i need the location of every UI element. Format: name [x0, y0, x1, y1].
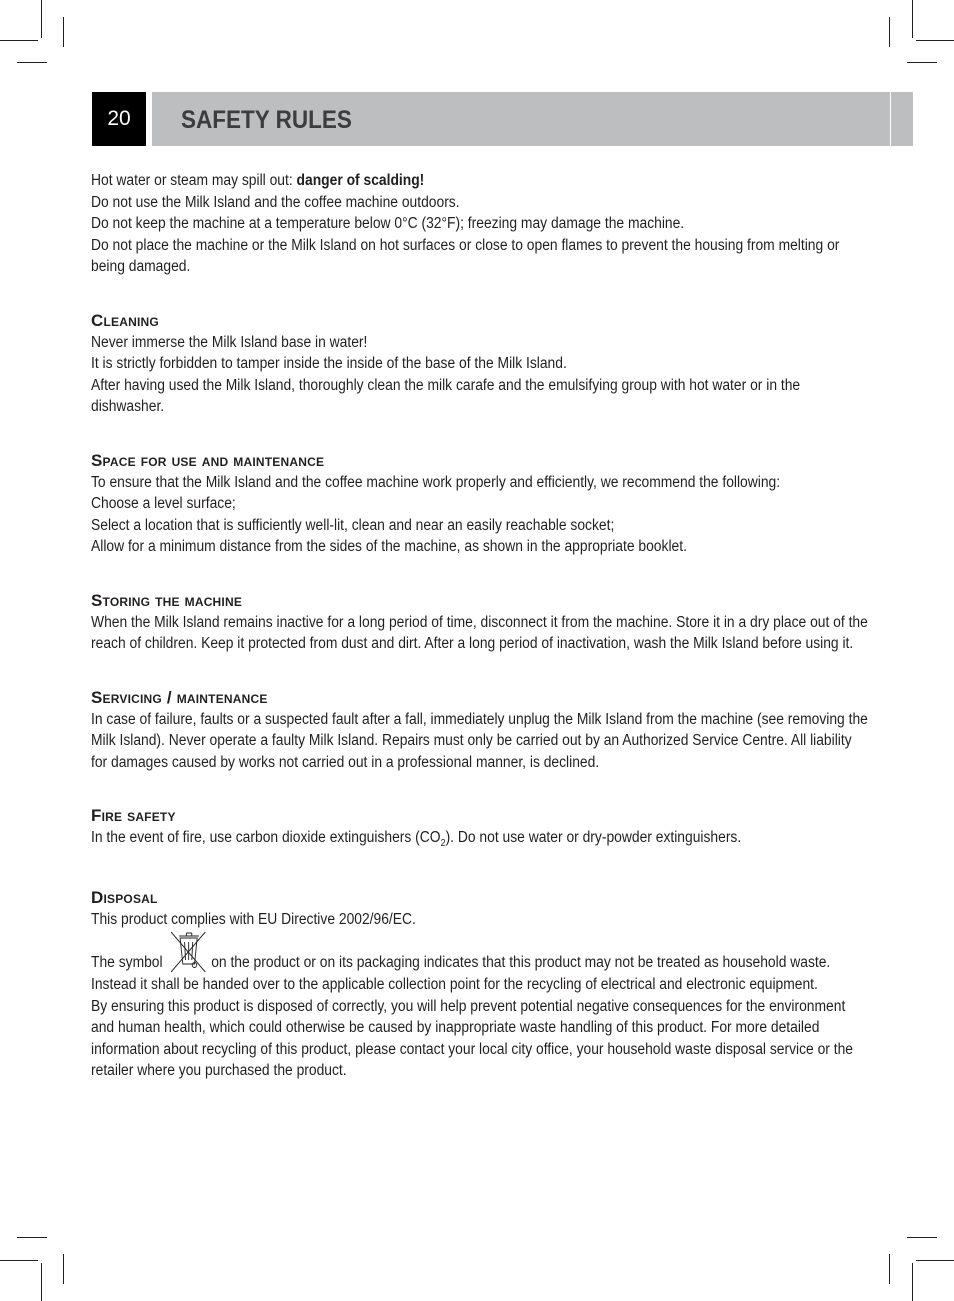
crop-mark — [916, 1260, 954, 1261]
crop-mark — [63, 1254, 64, 1284]
crop-mark — [41, 0, 42, 38]
section-heading: Space for use and maintenance — [91, 450, 325, 470]
symbol-text: The symbol — [91, 954, 163, 972]
crop-mark — [17, 1237, 47, 1238]
crop-mark — [17, 62, 47, 63]
page-number: 20 — [92, 92, 146, 146]
section-heading: Cleaning — [91, 310, 159, 330]
intro-text: Hot water or steam may spill out: — [91, 172, 297, 189]
intro-line — [91, 170, 870, 192]
crop-mark — [907, 62, 937, 63]
intro-section — [91, 170, 871, 278]
crop-mark — [889, 1254, 890, 1284]
intro-line: Do not use the Milk Island and the coffee machine outdoors. — [91, 193, 460, 211]
section-heading: Fire safety — [91, 806, 176, 825]
paragraph — [91, 827, 870, 855]
section-heading: Disposal — [91, 887, 158, 907]
crop-mark — [0, 40, 38, 41]
fire-text: ). Do not use water or dry-powder extinguishers. — [445, 829, 742, 846]
paragraph: When the Milk Island remains inactive for a long period of time, disconnect it from the machine. Store it in a dry place out of the reach of children. Keep it protected from dust and dirt. After a long period of inactivation, wash the Milk Island before using it. — [91, 613, 868, 652]
servicing-section — [91, 687, 871, 774]
paragraph: Never immerse the Milk Island base in water! — [91, 333, 368, 351]
paragraph: In case of failure, faults or a suspected fault after a fall, immediately unplug the Milk Island from the machine (see removing the Milk Island). Never operate a faulty Milk Island. Repairs must only be carried out by an Authorized Service Centre. All liability for damages caused by works not carried out in a professional manner, is declined. — [91, 710, 868, 771]
document-body — [91, 170, 871, 1082]
space-section — [91, 450, 871, 558]
paragraph: After having used the Milk Island, thoroughly clean the milk carafe and the emulsifying group with hot water or in the dishwasher. — [91, 376, 801, 415]
paragraph: This product complies with EU Directive 2002/96/EC. — [91, 910, 416, 928]
crop-mark — [63, 17, 64, 47]
fire-text: In the event of fire, use carbon dioxide extinguishers (CO — [91, 829, 441, 846]
paragraph — [91, 930, 870, 996]
fire-section — [91, 805, 871, 855]
storing-section — [91, 590, 871, 655]
cleaning-section — [91, 310, 871, 418]
symbol-text: on the product or on its packaging indicates that this product may not be treated as household waste. Instead it shall be handed over to the applicable collection point for the recycling of electrical and electronic equipment. — [91, 954, 831, 994]
paragraph: It is strictly forbidden to tamper inside the inside of the base of the Milk Island. — [91, 355, 567, 372]
paragraph: By ensuring this product is disposed of correctly, you will help prevent potential negative consequences for the environment and human health, which could otherwise be caused by inappropriate waste handling of this product. For more detailed information about recycling of this product, please contact your local city office, your household waste disposal service or the retailer where you purchased the product. — [91, 997, 853, 1080]
intro-line: Do not place the machine or the Milk Island on hot surfaces or close to open flames to prevent the housing from melting or being damaged. — [91, 236, 840, 275]
crop-mark — [889, 17, 890, 47]
paragraph: Choose a level surface; — [91, 495, 236, 512]
intro-line: Do not keep the machine at a temperature below 0°C (32°F); freezing may damage the machine. — [91, 215, 685, 232]
scalding-warning: danger of scalding! — [296, 172, 425, 189]
paragraph: To ensure that the Milk Island and the coffee machine work properly and efficiently, we recommend the following: — [91, 473, 781, 491]
page-title: SAFETY RULES — [181, 106, 352, 134]
section-heading: Storing the machine — [91, 590, 243, 610]
crop-mark — [912, 1263, 913, 1301]
disposal-section — [91, 887, 871, 1082]
crop-mark — [912, 0, 913, 38]
section-heading: Servicing / maintenance — [91, 687, 268, 707]
crop-mark — [41, 1263, 42, 1301]
title-bar-end — [891, 92, 913, 146]
crop-mark — [916, 40, 954, 41]
crossed-out-wheelie-bin-icon — [168, 930, 208, 974]
crop-mark — [0, 1260, 38, 1261]
crop-mark — [907, 1237, 937, 1238]
paragraph: Allow for a minimum distance from the sides of the machine, as shown in the appropriate booklet. — [91, 538, 687, 555]
co2-subscript: 2 — [440, 838, 446, 850]
paragraph: Select a location that is sufficiently well-lit, clean and near an easily reachable socket; — [91, 516, 615, 534]
